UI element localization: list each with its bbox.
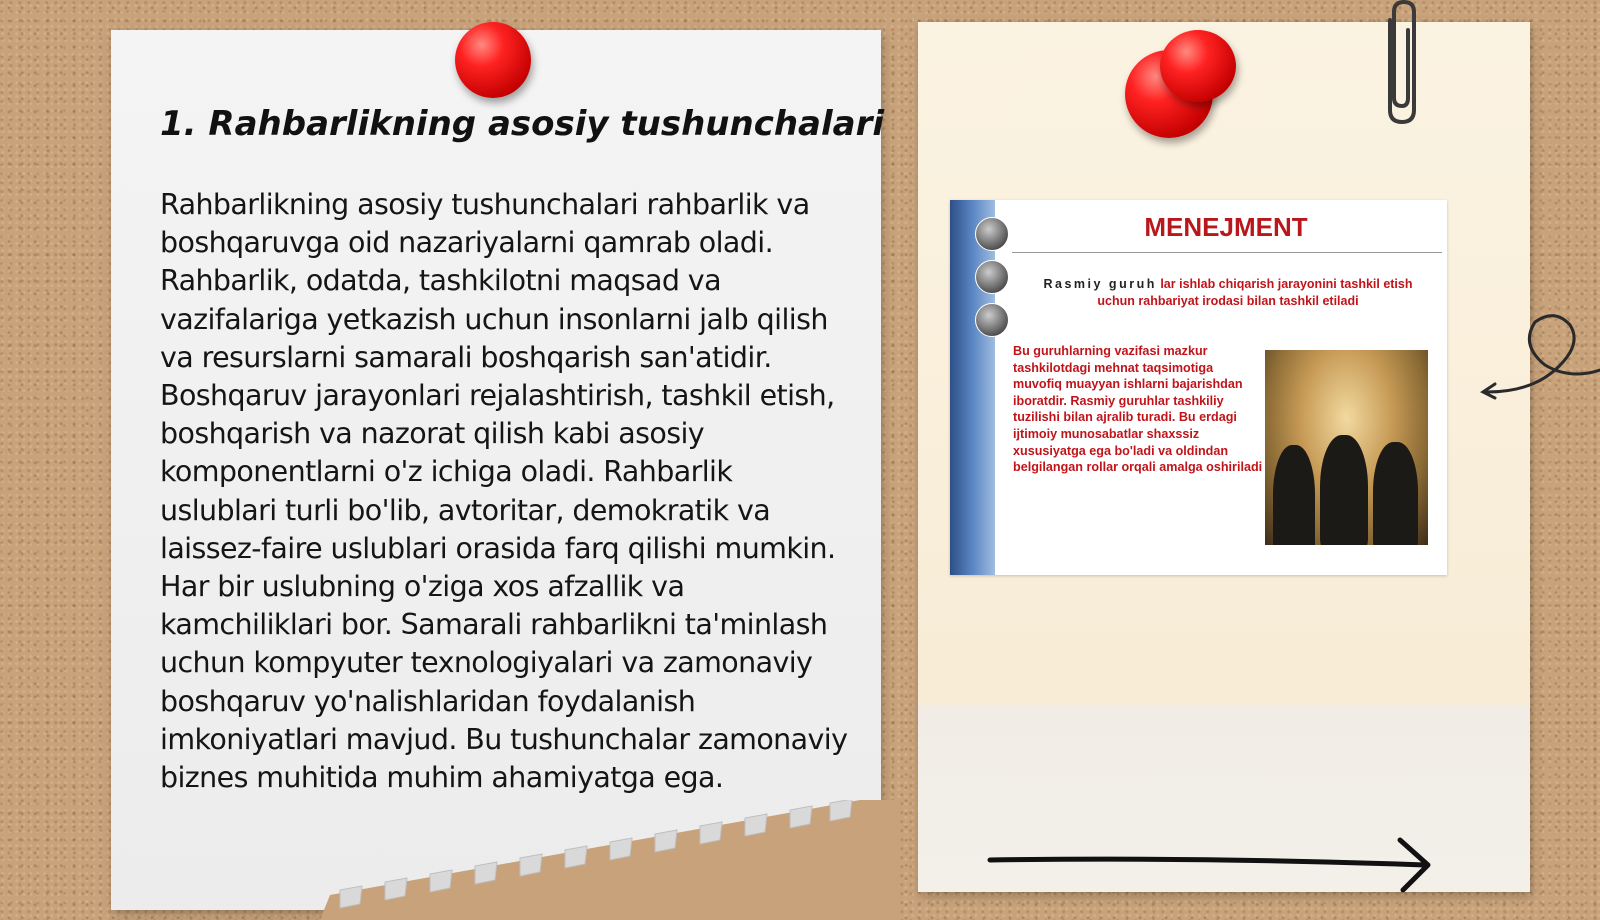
slide-bullet-icon: [975, 260, 1009, 294]
push-pin-icon: [1120, 30, 1235, 135]
slide-body-text: Bu guruhlarning vazifasi mazkur tashkilotdagi mehnat taqsimotiga muvofiq muayyan ishlarni bajarishdan iboratdir. Rasmiy guruhlar tashkiliy tuzilishi bilan ajralib turadi. Bu erdagi ijtimoiy munosabatlar shaxssiz xususiyatga ega bo'ladi va oldindan belgilangan rollar orqali amalga oshiriladi: [1013, 344, 1263, 475]
slide-divider: [1012, 252, 1442, 253]
slide-subtitle-rest: lar ishlab chiqarish jarayonini tashkil etish uchun rahbariyat irodasi bilan tashkil etiladi: [1097, 277, 1413, 308]
slide-bullet-icon: [975, 217, 1009, 251]
section-title: 1. Rahbarlikning asosiy tushunchalari: [160, 104, 885, 144]
slide-subtitle-lead: Rasmiy guruh: [1043, 277, 1157, 291]
swirl-arrow-icon: [1475, 310, 1600, 405]
right-arrow-icon[interactable]: [985, 835, 1445, 895]
slide-side-bar: [950, 200, 995, 575]
push-pin-icon: [455, 22, 535, 104]
section-body-text: Rahbarlikning asosiy tushunchalari rahbarlik va boshqaruvga oid nazariyalarni qamrab oladi. Rahbarlik, odatda, tashkilotni maqsad va vazifalariga yetkazish uchun insonlarni jalb qilish va resurslarni samarali boshqarish san'atidir. Boshqaruv jarayonlari rejalashtirish, tashkil etish, boshqarish va nazorat qilish kabi asosiy komponentlarni o'z ichiga oladi. Rahbarlik uslublari turli bo'lib, avtoritar, demokratik va laissez-faire uslublari orasida farq qilishi mumkin. Har bir uslubning o'ziga xos afzallik va kamchiliklari bor. Samarali rahbarlikni ta'minlash uchun kompyuter texnologiyalari va zamonaviy boshqaruv yo'nalishlaridan foydalanish imkoniyatlari mavjud. Bu tushunchalar zamonaviy biznes muhitida muhim ahamiyatga ega.: [160, 188, 848, 795]
globe-meeting-photo: [1265, 350, 1428, 545]
paper-clip-icon: [1378, 0, 1428, 125]
slide-bullet-icon: [975, 303, 1009, 337]
slide-title: MENEJMENT: [1144, 212, 1308, 242]
slide-image: [950, 200, 1447, 575]
torn-paper-edge: [300, 800, 900, 920]
slide-subtitle: [1028, 276, 1428, 310]
